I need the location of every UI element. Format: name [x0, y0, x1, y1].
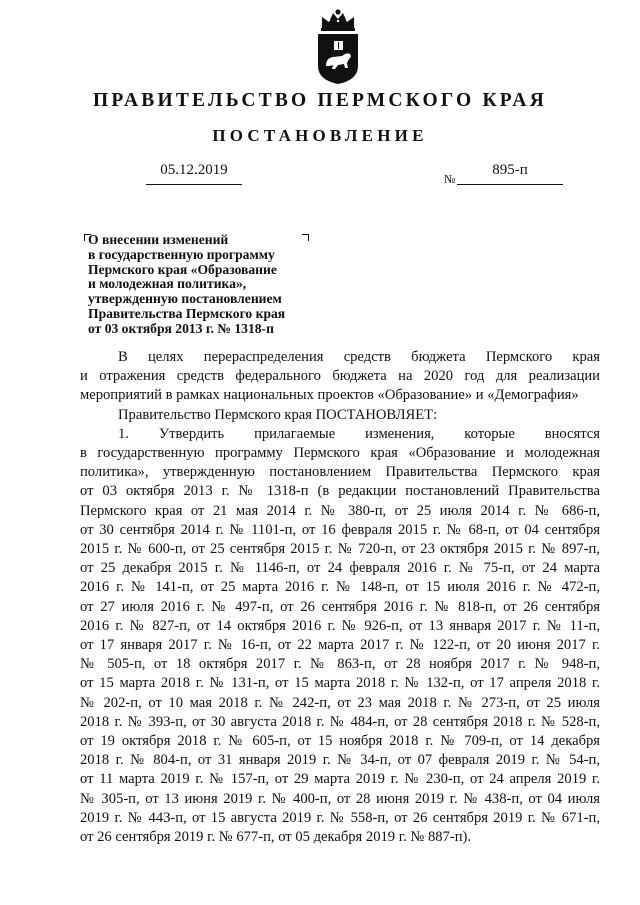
body-line: 2016 г. № 141-п, от 25 марта 2016 г. № 148-п, от 15 июля 2016 г. № 472-п,	[80, 579, 600, 596]
subject-line: в государственную программу	[88, 246, 275, 262]
subject-line: от 03 октября 2013 г. № 1318-п	[88, 320, 274, 336]
body-line: от 19 октября 2018 г. № 605-п, от 15 ноября 2018 г. № 709-п, от 14 декабря	[80, 733, 600, 750]
body-line: 2018 г. № 393-п, от 30 августа 2018 г. № 484-п, от 28 сентября 2018 г. № 528-п,	[80, 713, 600, 730]
perm-krai-coat-of-arms-icon	[314, 8, 362, 86]
body-line: от 30 сентября 2014 г. № 1101-п, от 16 февраля 2015 г. № 68-п, от 04 сентября	[80, 521, 600, 538]
body-line: Пермского края от 21 мая 2014 г. № 380-п, от 25 июля 2014 г. № 686-п,	[80, 502, 600, 519]
body-line: от 17 января 2017 г. № 16-п, от 22 марта 2017 г. № 122-п, от 20 июня 2017 г.	[80, 637, 600, 654]
body-line: от 26 сентября 2019 г. № 677-п, от 05 декабря 2019 г. № 887-п).	[80, 829, 472, 846]
document-body	[80, 348, 600, 847]
body-line: и отражения средств федерального бюджета на 2020 год для реализации	[80, 368, 600, 385]
body-line: 2019 г. № 443-п, от 15 августа 2019 г. № 558-п, от 26 сентября 2019 г. № 671-п,	[80, 809, 600, 826]
subject-block	[88, 233, 318, 337]
subject-line: утвержденную постановлением	[88, 291, 282, 307]
body-line: 2018 г. № 804-п, от 31 января 2019 г. № 34-п, от 07 февраля 2019 г. № 54-п,	[80, 752, 600, 769]
body-line: 1. Утвердить прилагаемые изменения, которые вносятся	[118, 425, 600, 442]
body-line: № 305-п, от 13 июня 2019 г. № 400-п, от 28 июня 2019 г. № 438-п, от 04 июля	[80, 790, 600, 807]
resolution-line: Правительство Пермского края ПОСТАНОВЛЯЕТ:	[118, 406, 438, 423]
body-line: от 15 марта 2018 г. № 131-п, от 15 марта 2018 г. № 132-п, от 17 апреля 2018 г.	[80, 675, 600, 692]
body-line: от 25 декабря 2015 г. № 1146-п, от 24 февраля 2016 г. № 75-п, от 24 марта	[80, 560, 600, 577]
subject-line: и молодежная политика»,	[88, 276, 247, 292]
subject-line: Пермского края «Образование	[88, 261, 277, 277]
government-title: ПРАВИТЕЛЬСТВО ПЕРМСКОГО КРАЯ	[93, 90, 547, 111]
document-date: 05.12.2019	[146, 162, 242, 185]
body-line: мероприятий в рамках национальных проектов «Образование» и «Демография»	[80, 387, 579, 404]
body-line: от 27 июля 2016 г. № 497-п, от 26 сентября 2016 г. № 818-п, от 26 сентября	[80, 598, 600, 615]
body-line: 2016 г. № 827-п, от 14 октября 2016 г. № 926-п, от 13 января 2017 г. № 11-п,	[80, 617, 600, 634]
body-line: в государственную программу Пермского края «Образование и молодежная	[80, 445, 600, 462]
subject-line: О внесении изменений	[88, 232, 229, 247]
body-line: 2015 г. № 600-п, от 25 сентября 2015 г. № 720-п, от 23 октября 2015 г. № 897-п,	[80, 541, 600, 558]
body-line: политика», утвержденную постановлением Правительства Пермского края	[80, 464, 600, 481]
subject-line: Правительства Пермского края	[88, 305, 286, 321]
document-type: ПОСТАНОВЛЕНИЕ	[212, 126, 428, 145]
number-label: №	[444, 172, 456, 186]
body-line: от 03 октября 2013 г. № 1318-п (в редакции постановлений Правительства	[80, 483, 600, 500]
body-line: № 202-п, от 10 мая 2018 г. № 242-п, от 23 мая 2018 г. № 273-п, от 25 июля	[80, 694, 600, 711]
body-line: № 505-п, от 18 октября 2017 г. № 863-п, от 28 ноября 2017 г. № 948-п,	[80, 656, 600, 673]
body-line: от 11 марта 2019 г. № 157-п, от 29 марта 2019 г. № 230-п, от 24 апреля 2019 г.	[80, 771, 600, 788]
body-line: В целях перераспределения средств бюджета Пермского края	[118, 349, 600, 365]
document-number: 895-п	[457, 162, 563, 185]
